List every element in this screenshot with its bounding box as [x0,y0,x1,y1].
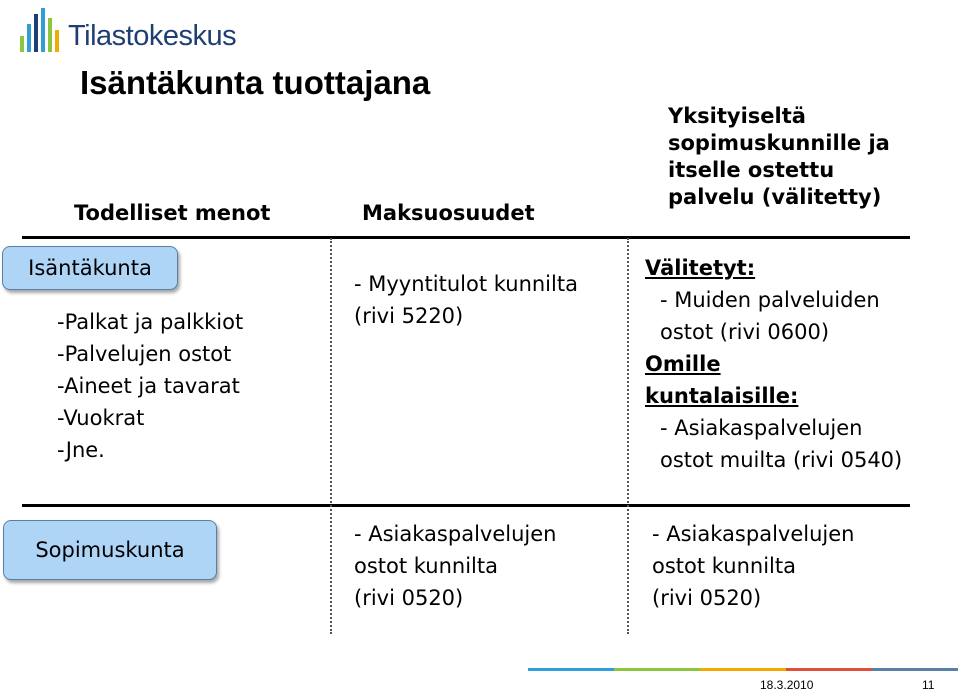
heading-line: Yksityiseltä [668,104,806,128]
valitetty-sopimuskunta [652,518,854,614]
omille-kuntalaisille-heading: kuntalaisille: [645,384,799,408]
footer-bar-segment [872,668,958,671]
tilastokeskus-logo [18,6,268,62]
column-heading-maksuosuudet: Maksuosuudet [362,201,535,225]
row-divider [22,504,910,507]
column-heading-valitetty [668,103,890,211]
row-label-sopimuskunta: Sopimuskunta [3,520,217,580]
list-item: -Vuokrat [57,406,145,430]
heading-line: palvelu (välitetty) [668,185,882,209]
list-item: -Aineet ja tavarat [57,374,240,398]
text-line: - Asiakaspalvelujen [354,522,557,546]
omille-block [645,412,902,476]
footer-page-number: 11 [922,678,935,692]
list-item: -Palkat ja palkkiot [57,310,244,334]
valitetyt-block [645,284,902,348]
list-item: -Palvelujen ostot [57,342,232,366]
footer-bar-segment [700,668,786,671]
text-line: - Muiden palveluiden [660,288,880,312]
footer-date: 18.3.2010 [760,678,814,692]
text-line: ostot (rivi 0600) [660,320,830,344]
text-line: (rivi 0520) [652,586,762,610]
footer-bar-segment [614,668,700,671]
text-line: - Asiakaspalvelujen [652,522,855,546]
footer-color-bar [528,668,958,671]
valitetty-isantakunta [645,252,902,476]
column-divider-2 [627,238,629,634]
text-line: (rivi 0520) [354,586,464,610]
text-line: ostot kunnilta [652,554,796,578]
column-heading-todelliset-menot: Todelliset menot [74,201,271,225]
omille-kuntalaisille-heading: Omille [645,352,721,376]
maksuosuudet-sopimuskunta [354,518,556,614]
tilastokeskus-logo-icon [18,6,64,62]
text-line: (rivi 5220) [354,304,464,328]
heading-line: itselle ostettu [668,158,835,182]
heading-line: sopimuskunnille ja [668,131,890,155]
text-line: ostot kunnilta [354,554,498,578]
header-divider [22,236,910,239]
maksuosuudet-isantakunta [354,268,578,332]
footer-bar-segment [786,668,872,671]
text-line: ostot muilta (rivi 0540) [660,448,903,472]
list-item: -Jne. [57,438,105,462]
text-line: - Asiakaspalvelujen [660,416,863,440]
column-divider-1 [330,238,332,634]
valitetyt-heading: Välitetyt: [645,256,756,280]
logo-text: Tilastokeskus [68,20,237,52]
menot-list [57,306,243,466]
row-label-isantakunta: Isäntäkunta [2,246,178,290]
footer-bar-segment [528,668,614,671]
page-title: Isäntäkunta tuottajana [80,64,431,101]
text-line: - Myyntitulot kunnilta [354,272,578,296]
